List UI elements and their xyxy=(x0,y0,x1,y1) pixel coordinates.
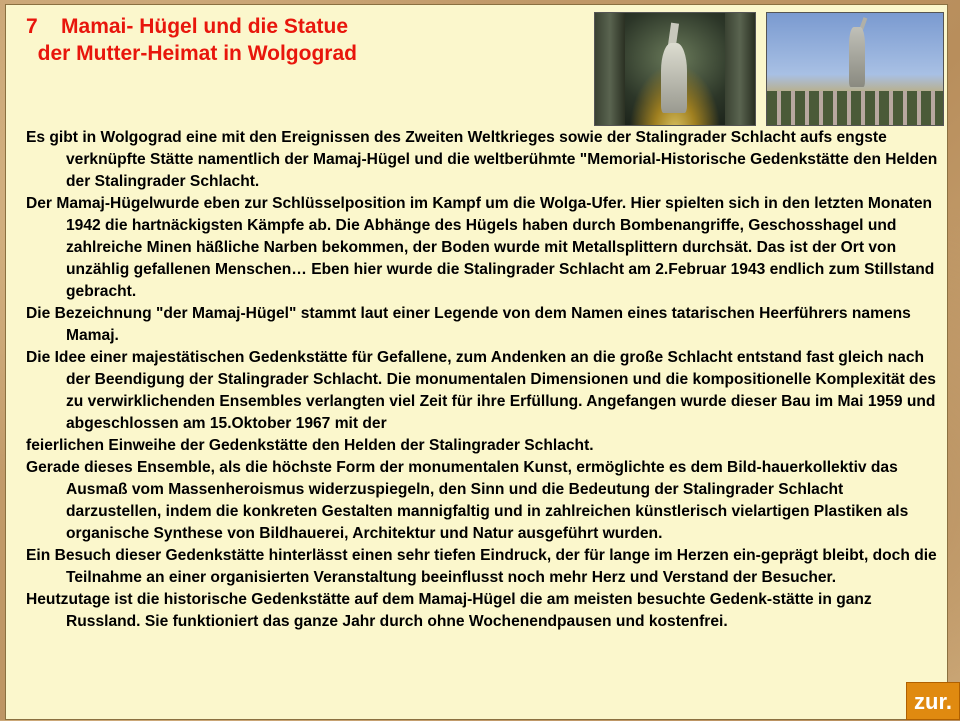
paragraph: feierlichen Einweihe der Gedenkstätte den Helden der Stalingrader Schlacht. xyxy=(26,437,594,454)
paragraph: Der Mamaj-Hügelwurde eben zur Schlüsselposition im Kampf um die Wolga-Ufer. Hier spielten sich in den letzten Monaten 1942 die hartnäckigsten Kämpfe ab. Die Abhänge des Hügels haben durch Bombenangriffe, Geschosshagel und zahlreiche Minen häßliche Narben bekommen, der Boden wurde mit Metallsplittern durchsät. Das ist der Ort von unzählig gefallenen Menschen… Eben hier wurde die Stalingrader Schlacht am 2.Februar 1943 endlich zum Stillstand gebracht. xyxy=(26,195,935,300)
paragraph: Die Idee einer majestätischen Gedenkstätte für Gefallene, zum Andenken an die große Schlacht entstand fast gleich nach der Beendigung der Stalingrader Schlacht. Die monumentalen Dimensionen und die kompositionelle Komplexität des zu verwirklichenden Ensembles verlangten viel Zeit für ihre Erfüllung. Angefangen wurde dieser Bau im Mai 1959 und abgeschlossen am 15.Oktober 1967 mit der xyxy=(26,349,936,432)
back-button[interactable]: zur. xyxy=(906,682,960,720)
motherland-statue-photo xyxy=(766,12,944,126)
paragraph: Heutzutage ist die historische Gedenkstätte auf dem Mamaj-Hügel die am meisten besuchte Gedenk-stätte in ganz Russland. Sie funktioniert das ganze Jahr durch ohne Wochenendpausen und kostenfrei. xyxy=(26,591,872,630)
paragraph: Die Bezeichnung "der Mamaj-Hügel" stammt laut einer Legende von dem Namen eines tatarischen Heerführers namens Mamaj. xyxy=(26,305,911,344)
paragraph: Ein Besuch dieser Gedenkstätte hinterlässt einen sehr tiefen Eindruck, der für lange im Herzen ein-geprägt bleibt, doch die Teilnahme an einer organisierten Veranstaltung beeinflusst noch mehr Herz und Verstand der Besucher. xyxy=(26,547,937,586)
paragraph: Es gibt in Wolgograd eine mit den Ereignissen des Zweiten Weltkrieges sowie der Stalingrader Schlacht aufs engste verknüpfte Stätte namentlich der Mamaj-Hügel und die weltberühmte "Memorial-Historische Gedenkstätte den Helden der Stalingrader Schlacht. xyxy=(26,129,938,190)
article-body xyxy=(26,127,938,633)
slide-title xyxy=(26,13,357,67)
title-line-1: 7 Mamai- Hügel und die Statue xyxy=(26,15,349,38)
title-line-2: der Mutter-Heimat in Wolgograd xyxy=(26,42,357,65)
slide-page xyxy=(5,4,948,720)
paragraph: Gerade dieses Ensemble, als die höchste Form der monumentalen Kunst, ermöglichte es dem Bild-hauerkollektiv das Ausmaß vom Massenheroismus widerzuspiegeln, den Sinn und die Bedeutung der Stalingrader Schlacht darzustellen, indem die konkreten Gestalten mannigfaltig und in zahlreichen künstlerisch vielartigen Plastiken als organische Synthese von Bildhauerei, Architektur und Natur ausgeführt wurden. xyxy=(26,459,909,542)
memorial-hall-photo xyxy=(594,12,756,126)
